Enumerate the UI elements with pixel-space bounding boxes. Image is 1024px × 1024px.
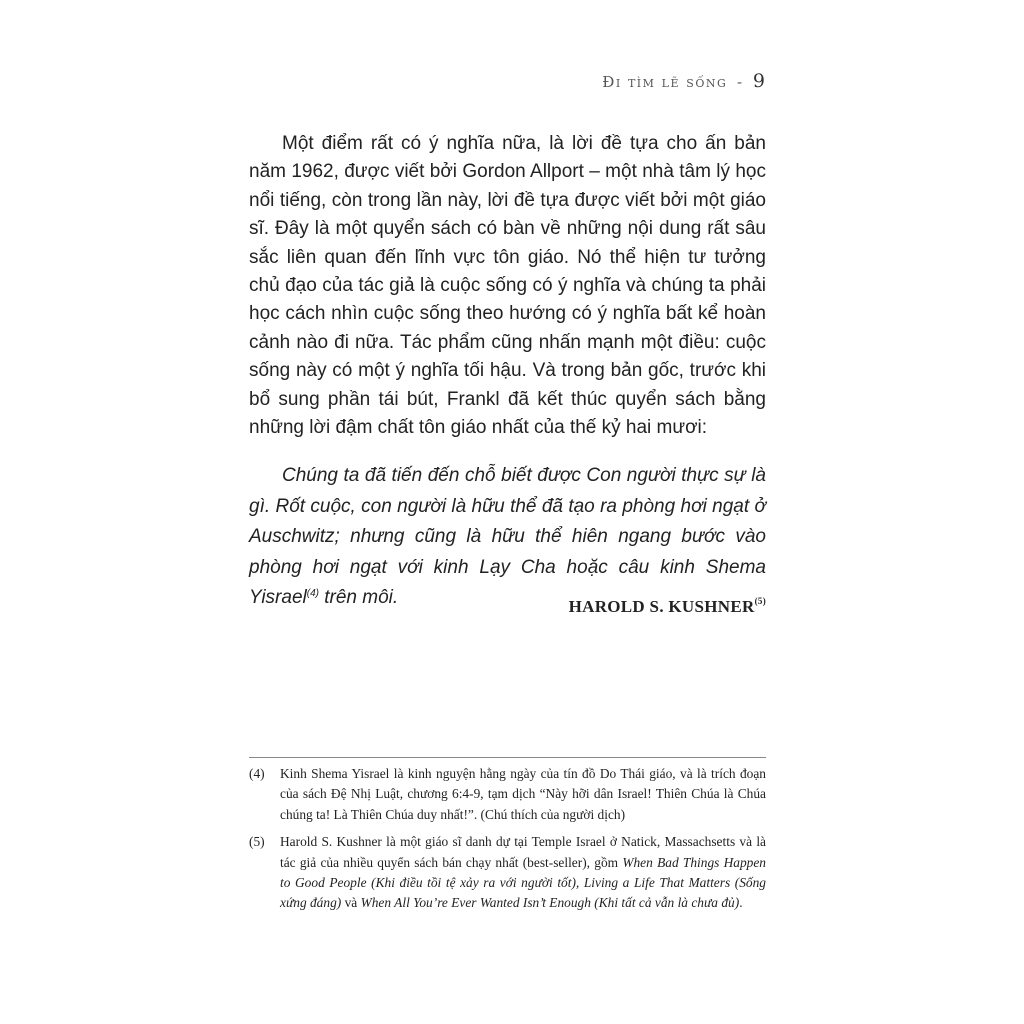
paragraph-text: Một điểm rất có ý nghĩa nữa, là lời đề tựa cho ấn bản năm 1962, được viết bởi Gordon Allport – một nhà tâm lý học nổi tiếng, còn trong lần này, lời đề tựa được viết bởi một giáo sĩ. Đây là một quyển sách có bàn về những nội dung rất sâu sắc liên quan đến lĩnh vực tôn giáo. Nó thể hiện tư tưởng chủ đạo của tác giả là cuộc sống có ý nghĩa và chúng ta phải học cách nhìn cuộc sống theo hướng có ý nghĩa bất kể hoàn cảnh nào đi nữa. Tác phẩm cũng nhấn mạnh một điều: cuộc sống này có một ý nghĩa tối hậu. Và trong bản gốc, trước khi bổ sung phần tái bút, Frankl đã kết thúc quyển sách bằng những lời đậm chất tôn giáo nhất của thế kỷ hai mươi:: [249, 133, 766, 439]
quote-body: Chúng ta đã tiến đến chỗ biết được Con người thực sự là gì. Rốt cuộc, con người là hữu thể đã tạo ra phòng hơi ngạt ở Auschwitz; nhưng cũng là hữu thể hiên ngang bước vào phòng hơi ngạt với kinh Lạy Cha hoặc câu kinh Shema Yisrael: [249, 465, 766, 608]
quote-block: [249, 461, 766, 614]
book-titles-italic: When Bad Things Happen to Good People (Khi điều tồi tệ xảy ra với người tốt), Living a Life That Matters (Sống xứng đáng): [280, 854, 766, 911]
header-separator: -: [737, 73, 744, 91]
footnote-divider: [249, 757, 766, 758]
footnotes: [249, 764, 766, 921]
book-title: Đi tìm lẽ sống: [602, 73, 728, 91]
running-header: [602, 70, 766, 92]
footnote-number: (5): [249, 834, 265, 850]
signature-footnote-ref: (5): [754, 596, 766, 606]
footnote-text-end: .: [739, 895, 743, 911]
footnote-text: [280, 832, 766, 914]
page-number: 9: [752, 70, 766, 92]
quote-text: [249, 461, 766, 614]
footnote-text-start: Harold S. Kushner là một giáo sĩ danh dự tại Temple Israel ở Natick, Massachsetts và là tác giả của nhiều quyển sách bán chạy nhất (best-seller), gồm: [280, 834, 766, 870]
footnote-item: [249, 832, 766, 914]
author-signature: [569, 597, 766, 617]
quote-footnote-ref: (4): [306, 588, 319, 599]
footnote-number: (4): [249, 766, 265, 781]
main-paragraph: [249, 130, 766, 442]
footnote-text: Kinh Shema Yisrael là kinh nguyện hằng ngày của tín đồ Do Thái giáo, và là trích đoạn của sách Đệ Nhị Luật, chương 6:4-9, tạm dịch “Này hỡi dân Israel! Thiên Chúa là Chúa chúng ta! Là Thiên Chúa duy nhất!”. (Chú thích của người dịch): [280, 766, 766, 822]
quote-ending: trên môi.: [318, 587, 399, 608]
book-title-italic: When All You’re Ever Wanted Isn’t Enough (Khi tất cả vẫn là chưa đủ): [360, 895, 740, 911]
footnote-text-mid: và: [341, 895, 361, 911]
author-name: HAROLD S. KUSHNER: [568, 597, 755, 616]
footnote-item: [249, 764, 766, 825]
